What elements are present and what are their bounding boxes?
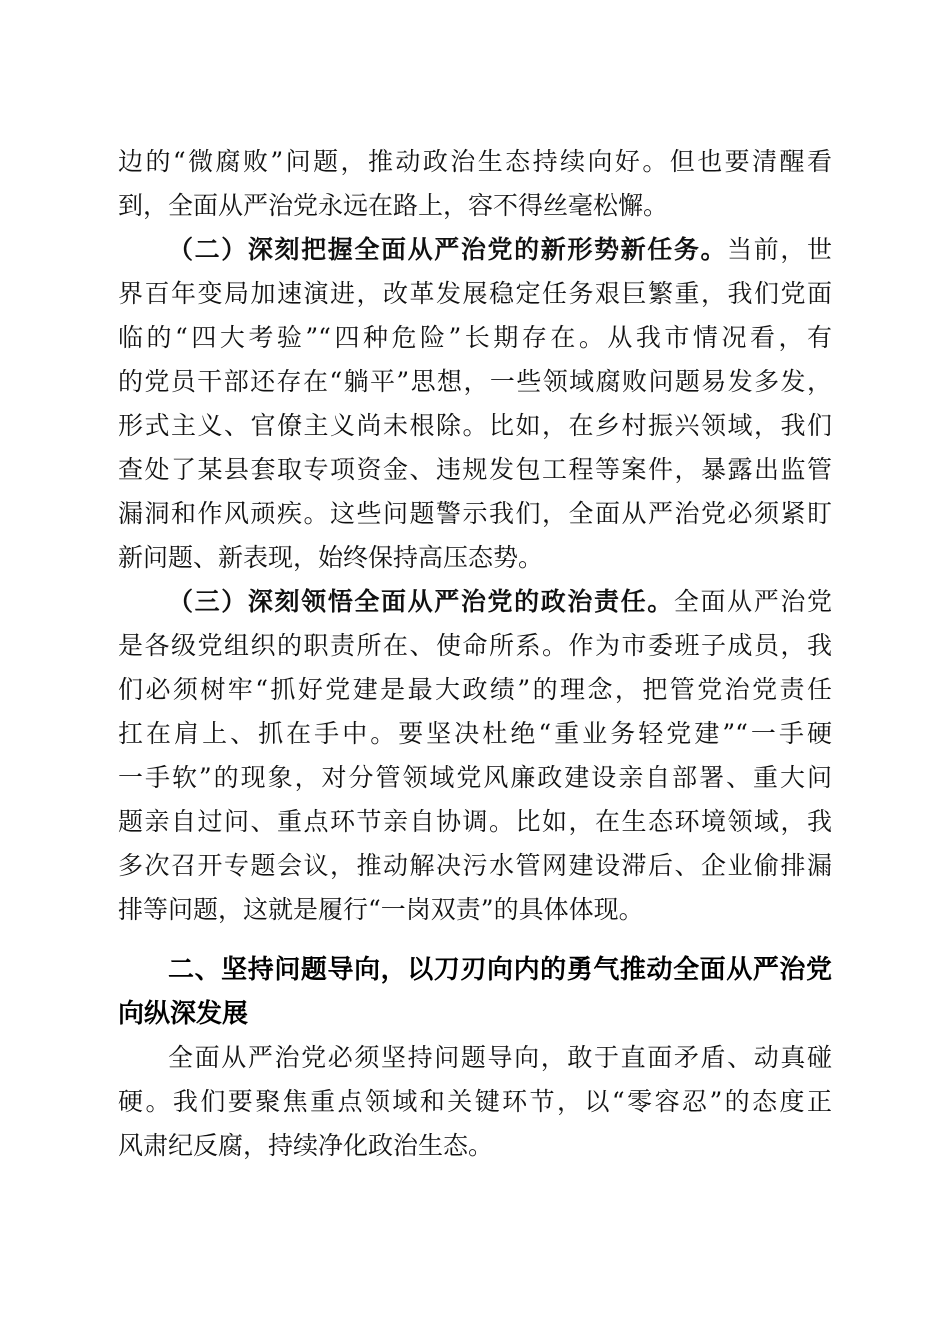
- paragraph-line: 到，全面从严治党永远在路上，容不得丝毫松懈。: [118, 191, 669, 220]
- paragraph-text: 全面从严治党: [673, 587, 832, 616]
- paragraph-line: 全面从严治党必须坚持问题导向，敢于直面矛盾、动真碰: [168, 1043, 832, 1072]
- section-heading: 向纵深发展: [118, 999, 249, 1029]
- paragraph-line: 扛在肩上、抓在手中。要坚决杜绝“重业务轻党建”“一手硬: [118, 719, 832, 748]
- paragraph-line: 一手软”的现象，对分管领域党风廉政建设亲自部署、重大问: [118, 763, 832, 792]
- paragraph-line: 是各级党组织的职责所在、使命所系。作为市委班子成员，我: [118, 631, 832, 660]
- paragraph-line: 临的“四大考验”“四种危险”长期存在。从我市情况看，有: [118, 323, 832, 352]
- paragraph-line: 多次召开专题会议，推动解决污水管网建设滞后、企业偷排漏: [118, 851, 832, 880]
- paragraph-line: 的党员干部还存在“躺平”思想，一些领域腐败问题易发多发，: [118, 367, 832, 396]
- paragraph-line: 新问题、新表现，始终保持高压态势。: [118, 543, 544, 572]
- paragraph-line: 们必须树牢“抓好党建是最大政绩”的理念，把管党治党责任: [118, 675, 832, 704]
- paragraph-line: 排等问题，这就是履行“一岗双责”的具体体现。: [118, 895, 644, 924]
- paragraph-line: 查处了某县套取专项资金、违规发包工程等案件，暴露出监管: [118, 455, 832, 484]
- paragraph-line: 题亲自过问、重点环节亲自协调。比如，在生态环境领域，我: [118, 807, 832, 836]
- paragraph-line: [168, 582, 832, 622]
- paragraph-text: 当前，世: [727, 235, 832, 264]
- paragraph-line: 边的“微腐败”问题，推动政治生态持续向好。但也要清醒看: [118, 147, 832, 176]
- paragraph-line: 形式主义、官僚主义尚未根除。比如，在乡村振兴领域，我们: [118, 411, 832, 440]
- paragraph-line: 风肃纪反腐，持续净化政治生态。: [118, 1131, 494, 1160]
- paragraph-line: 漏洞和作风顽疾。这些问题警示我们，全面从严治党必须紧盯: [118, 499, 832, 528]
- paragraph-line: 硬。我们要聚焦重点领域和关键环节，以“零容忍”的态度正: [118, 1087, 832, 1116]
- subheading-2: （二）深刻把握全面从严治党的新形势新任务。: [168, 235, 728, 264]
- paragraph-line: 界百年变局加速演进，改革发展稳定任务艰巨繁重，我们党面: [118, 279, 832, 308]
- subheading-3: （三）深刻领悟全面从严治党的政治责任。: [168, 587, 674, 616]
- section-heading: 二、坚持问题导向，以刀刃向内的勇气推动全面从严治党: [168, 955, 832, 985]
- paragraph-line: [168, 230, 832, 270]
